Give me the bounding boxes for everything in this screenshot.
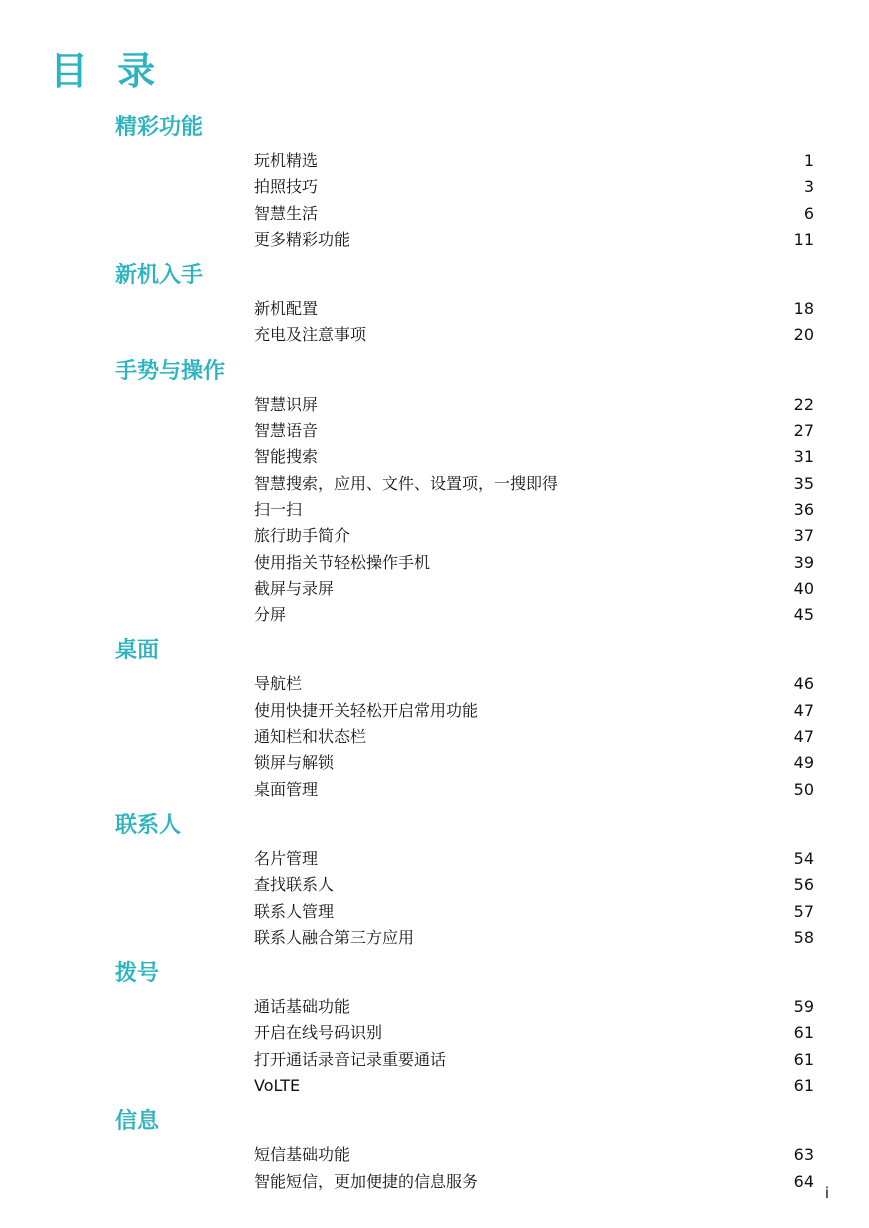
toc-entry-page-number: 59 xyxy=(793,997,814,1017)
toc-entry[interactable] xyxy=(0,1020,869,1046)
toc-section xyxy=(0,954,869,1102)
toc-entry[interactable] xyxy=(0,550,869,576)
toc-entry[interactable] xyxy=(0,872,869,898)
toc-entry-page-number: 37 xyxy=(793,526,814,546)
toc-entry-page-number: 20 xyxy=(793,325,814,345)
toc-entry-page-number: 50 xyxy=(793,779,814,799)
toc-entry-page-number: 56 xyxy=(793,875,814,895)
toc-section xyxy=(0,352,869,632)
toc-entry-page-number: 27 xyxy=(793,421,814,441)
toc-entry[interactable] xyxy=(0,444,869,470)
toc-entry-page-number: 47 xyxy=(793,727,814,747)
toc-entry[interactable] xyxy=(0,1169,869,1195)
toc-entry[interactable] xyxy=(0,1142,869,1168)
toc-entry-page-number: 46 xyxy=(793,674,814,694)
toc-entry-title: 智慧生活 xyxy=(254,203,319,223)
toc-entry-title: 锁屏与解锁 xyxy=(254,753,335,773)
toc-entry[interactable] xyxy=(0,497,869,523)
toc-entry-title: 名片管理 xyxy=(254,848,319,868)
toc-entry-page-number: 61 xyxy=(793,1023,814,1043)
toc-entry-title: 智慧语音 xyxy=(254,421,319,441)
toc-entry-title: 使用快捷开关轻松开启常用功能 xyxy=(254,700,479,720)
toc-entry-title: 分屏 xyxy=(254,605,287,625)
toc-entry[interactable] xyxy=(0,724,869,750)
toc-section xyxy=(0,1102,869,1198)
footer-page-number: i xyxy=(824,1184,829,1202)
toc-entry-title: 新机配置 xyxy=(254,299,319,319)
toc-entry-page-number: 35 xyxy=(793,473,814,493)
toc-entry-page-number: 31 xyxy=(793,447,814,467)
toc-entry-page-number: 18 xyxy=(793,299,814,319)
toc-entry-page-number: 6 xyxy=(803,203,814,223)
toc-entry-page-number: 11 xyxy=(793,229,814,249)
toc-entry-title: VoLTE xyxy=(254,1076,301,1096)
toc-entry[interactable] xyxy=(0,602,869,628)
toc-section xyxy=(0,108,869,256)
toc-entry-title: 通知栏和状态栏 xyxy=(254,727,367,747)
toc-entry-title: 截屏与录屏 xyxy=(254,578,335,598)
toc-entry-title: 智能短信，更加便捷的信息服务 xyxy=(254,1171,479,1191)
toc-entry-title: 使用指关节轻松操作手机 xyxy=(254,552,431,572)
toc-entry-page-number: 61 xyxy=(793,1076,814,1096)
toc-entry-page-number: 63 xyxy=(793,1145,814,1165)
toc-entry-title: 旅行助手简介 xyxy=(254,526,351,546)
section-heading[interactable]: 拨号 xyxy=(115,961,160,987)
toc-entry[interactable] xyxy=(0,471,869,497)
toc-entry-title: 联系人管理 xyxy=(254,901,335,921)
section-spacer xyxy=(0,1195,869,1198)
toc-entry-title: 开启在线号码识别 xyxy=(254,1023,383,1043)
toc-entry[interactable] xyxy=(0,846,869,872)
toc-entry-page-number: 1 xyxy=(803,151,814,170)
toc-entry[interactable] xyxy=(0,777,869,803)
toc-entry[interactable] xyxy=(0,698,869,724)
toc-entry[interactable] xyxy=(0,201,869,227)
toc-entry[interactable] xyxy=(0,576,869,602)
toc-entry[interactable] xyxy=(0,671,869,697)
toc-entry[interactable] xyxy=(0,523,869,549)
section-heading[interactable]: 桌面 xyxy=(115,638,160,664)
toc-entry-title: 通话基础功能 xyxy=(254,997,351,1017)
toc-entry[interactable] xyxy=(0,322,869,348)
toc-entry-title: 智慧搜索，应用、文件、设置项，一搜即得 xyxy=(254,473,559,493)
toc-entry-title: 智慧识屏 xyxy=(254,394,319,414)
toc-entry-page-number: 45 xyxy=(793,605,814,625)
toc-entry[interactable] xyxy=(0,148,869,174)
toc-entry[interactable] xyxy=(0,925,869,951)
toc-entry-page-number: 36 xyxy=(793,499,814,519)
toc-entry-page-number: 58 xyxy=(793,927,814,947)
toc-entry-page-number: 57 xyxy=(793,901,814,921)
toc-entry[interactable] xyxy=(0,1047,869,1073)
toc-entry[interactable] xyxy=(0,899,869,925)
section-heading[interactable]: 联系人 xyxy=(115,812,182,838)
toc-entry[interactable] xyxy=(0,994,869,1020)
table-of-contents xyxy=(0,108,869,1198)
section-heading[interactable]: 精彩功能 xyxy=(115,115,204,140)
toc-entry[interactable] xyxy=(0,174,869,200)
toc-entry-title: 导航栏 xyxy=(254,674,303,694)
toc-entry[interactable] xyxy=(0,296,869,322)
toc-entry-title: 打开通话录音记录重要通话 xyxy=(254,1049,447,1069)
toc-section xyxy=(0,806,869,954)
toc-entry-title: 联系人融合第三方应用 xyxy=(254,927,415,947)
toc-entry[interactable] xyxy=(0,227,869,253)
toc-entry[interactable] xyxy=(0,392,869,418)
toc-entry-page-number: 54 xyxy=(793,848,814,868)
section-heading[interactable]: 信息 xyxy=(115,1109,160,1135)
toc-entry-title: 拍照技巧 xyxy=(254,177,319,197)
toc-entry-page-number: 22 xyxy=(793,394,814,414)
toc-section xyxy=(0,256,869,352)
toc-entry-page-number: 40 xyxy=(793,578,814,598)
toc-entry-title: 扫一扫 xyxy=(254,499,303,519)
section-heading[interactable]: 手势与操作 xyxy=(115,358,226,384)
toc-entry[interactable] xyxy=(0,1073,869,1099)
toc-entry-title: 短信基础功能 xyxy=(254,1145,351,1165)
toc-entry-page-number: 3 xyxy=(803,177,814,197)
page-title: 目 录 xyxy=(50,49,164,93)
toc-entry-title: 更多精彩功能 xyxy=(254,229,351,249)
toc-entry-title: 充电及注意事项 xyxy=(254,325,367,345)
section-heading[interactable]: 新机入手 xyxy=(115,263,204,289)
toc-entry[interactable] xyxy=(0,418,869,444)
toc-entry-page-number: 64 xyxy=(793,1171,814,1191)
toc-entry-page-number: 39 xyxy=(793,552,814,572)
toc-entry[interactable] xyxy=(0,750,869,776)
toc-section xyxy=(0,631,869,805)
toc-entry-title: 查找联系人 xyxy=(254,875,335,895)
toc-entry-title: 智能搜索 xyxy=(254,447,319,467)
toc-entry-page-number: 61 xyxy=(793,1049,814,1069)
toc-entry-page-number: 47 xyxy=(793,700,814,720)
toc-entry-page-number: 49 xyxy=(793,753,814,773)
toc-entry-title: 桌面管理 xyxy=(254,779,319,799)
toc-entry-title: 玩机精选 xyxy=(254,151,319,170)
